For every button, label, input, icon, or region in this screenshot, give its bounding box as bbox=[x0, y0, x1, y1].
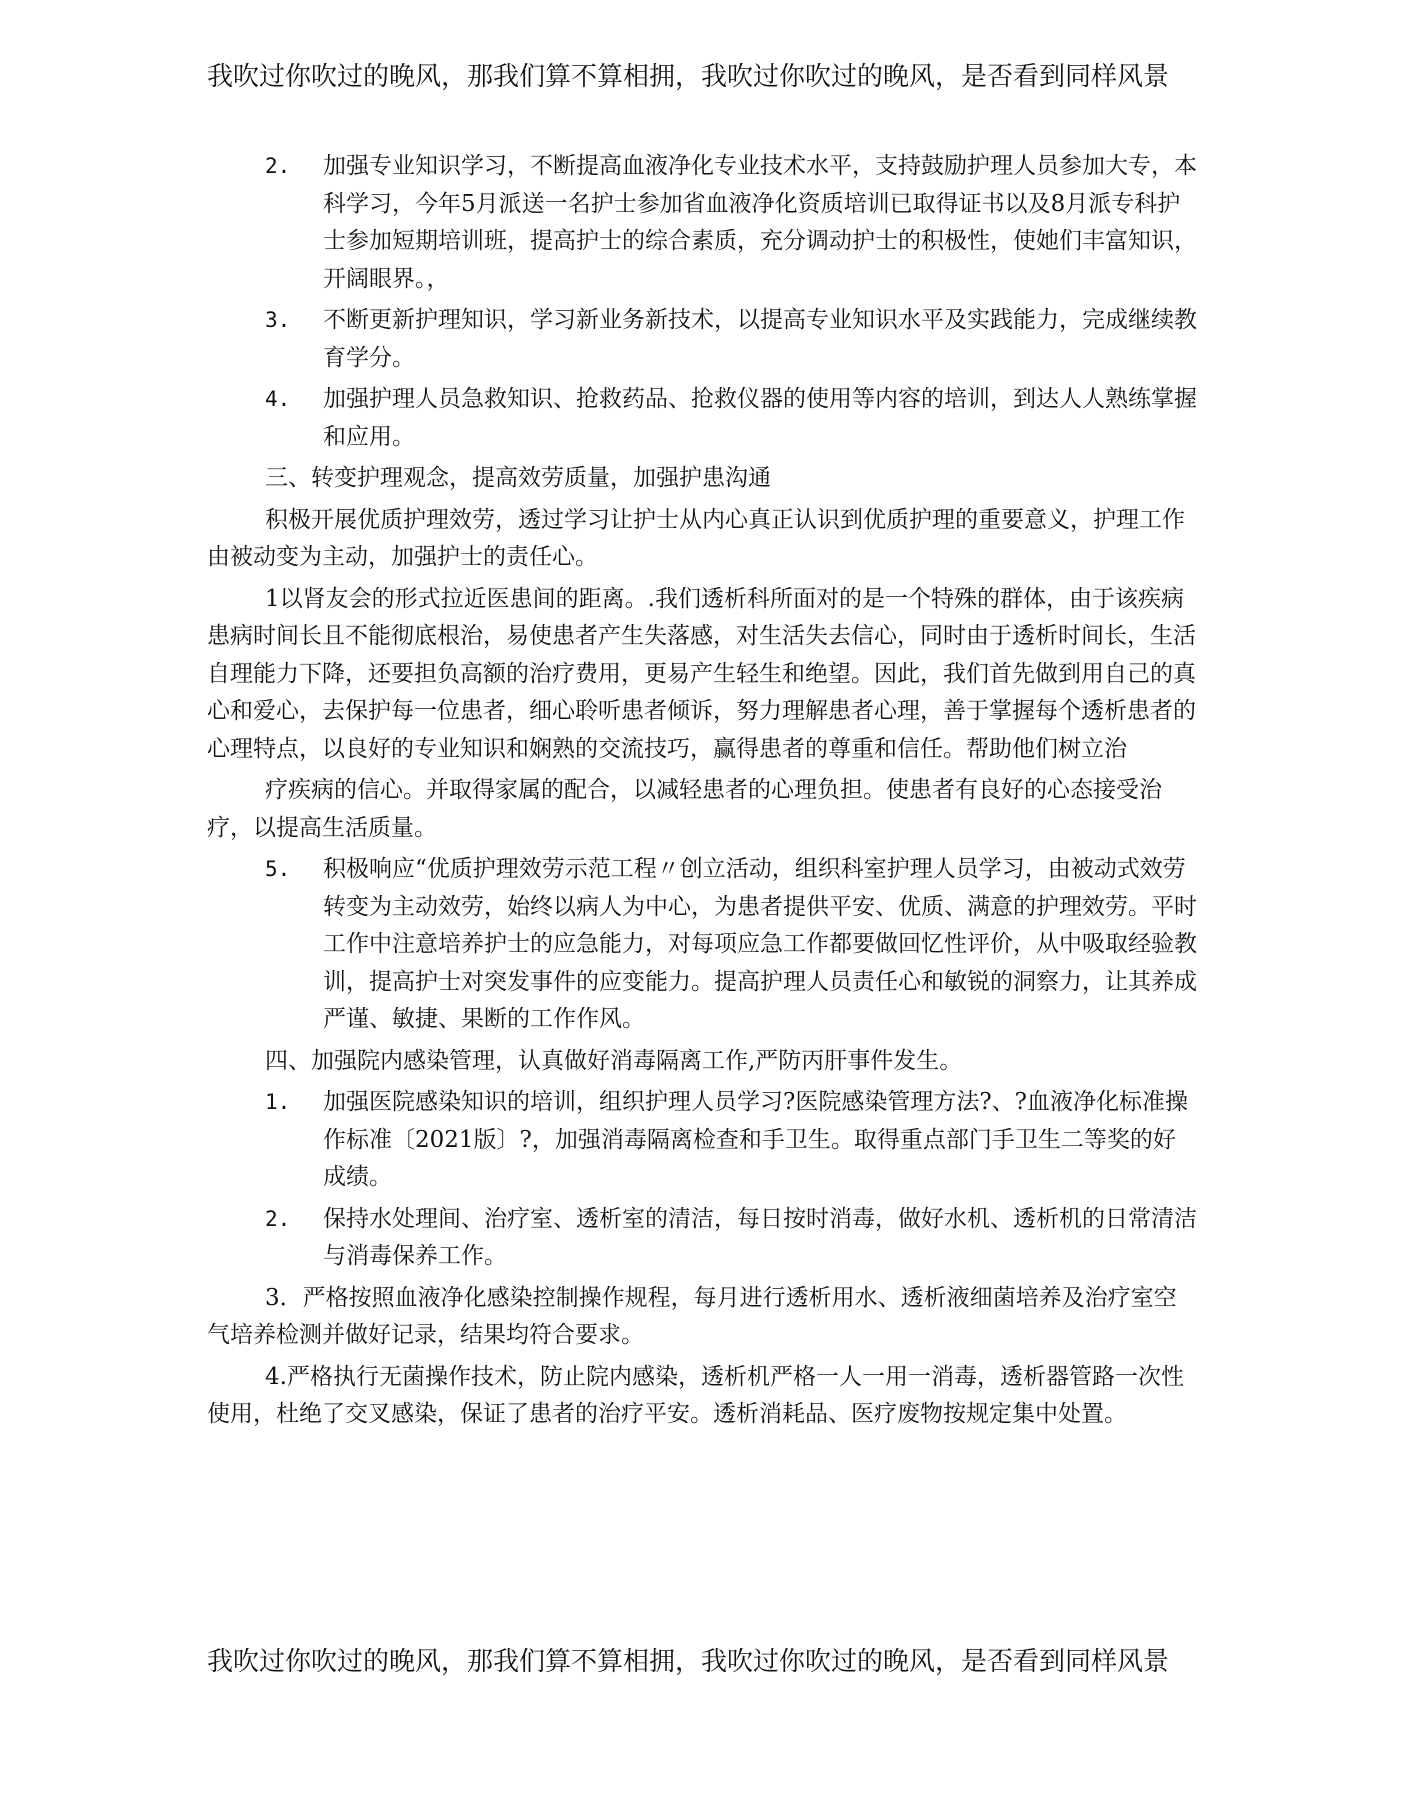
list-item bbox=[207, 1201, 1197, 1276]
list-item bbox=[207, 302, 1197, 377]
list-text: 积极响应“优质护理效劳示范工程〃创立活动，组织科室护理人员学习，由被动式效劳转变为主动效劳，始终以病人为中心，为患者提供平安、优质、满意的护理效劳。平时工作中注意培养护士的应急能力，对每项应急工作都要做回忆性评价，从中吸取经验教训，提高护士对突发事件的应变能力。提高护理人员责任心和敏锐的洞察力，让其养成严谨、敏捷、果断的工作作风。 bbox=[323, 856, 1197, 1032]
page-header-text: 我吹过你吹过的晚风，那我们算不算相拥，我吹过你吹过的晚风，是否看到同样风景 bbox=[207, 62, 1170, 92]
list-text: 加强医院感染知识的培训，组织护理人员学习?医院感染管理方法?、?血液净化标准操作标准〔2021版〕?，加强消毒隔离检查和手卫生。取得重点部门手卫生二等奖的好成绩。 bbox=[323, 1089, 1188, 1190]
paragraph: 4.严格执行无菌操作技术，防止院内感染，透析机严格一人一用一消毒，透析器管路一次性使用，杜绝了交叉感染，保证了患者的治疗平安。透析消耗品、医疗废物按规定集中处置。 bbox=[207, 1363, 1184, 1427]
page-footer-text: 我吹过你吹过的晚风，那我们算不算相拥，我吹过你吹过的晚风，是否看到同样风景 bbox=[207, 1647, 1170, 1677]
paragraph: 1以肾友会的形式拉近医患间的距离。.我们透析科所面对的是一个特殊的群体，由于该疾病患病时间长且不能彻底根治，易使患者产生失落感，对生活失去信心，同时由于透析时间长，生活自理能力下降，还要担负高额的治疗费用，更易产生轻生和绝望。因此，我们首先做到用自己的真心和爱心，去保护每一位患者，细心聆听患者倾诉，努力理解患者心理，善于掌握每个透析患者的心理特点，以良好的专业知识和娴熟的交流技巧，赢得患者的尊重和信任。帮助他们树立治 bbox=[207, 585, 1196, 762]
list-number: 2. bbox=[265, 154, 291, 178]
paragraph: 3．严格按照血液净化感染控制操作规程，每月进行透析用水、透析液细菌培养及治疗室空气培养检测并做好记录，结果均符合要求。 bbox=[207, 1284, 1177, 1348]
list-text: 加强护理人员急救知识、抢救药品、抢救仪器的使用等内容的培训，到达人人熟练掌握和应用。 bbox=[323, 386, 1197, 450]
list-item bbox=[207, 851, 1197, 1039]
paragraph: 疗疾病的信心。并取得家属的配合，以减轻患者的心理负担。使患者有良好的心态接受治疗，以提高生活质量。 bbox=[207, 777, 1162, 841]
section-heading: 三、转变护理观念，提高效劳质量，加强护患沟通 bbox=[265, 465, 771, 491]
list-text: 不断更新护理知识，学习新业务新技术，以提高专业知识水平及实践能力，完成继续教育学分。 bbox=[323, 307, 1197, 371]
list-number: 1. bbox=[265, 1090, 291, 1114]
list-number: 4. bbox=[265, 387, 291, 411]
list-item bbox=[207, 148, 1197, 298]
section-heading: 四、加强院内感染管理，认真做好消毒隔离工作,严防丙肝事件发生。 bbox=[265, 1047, 963, 1074]
list-item bbox=[207, 1084, 1197, 1197]
list-number: 5. bbox=[265, 857, 291, 881]
list-item bbox=[207, 381, 1197, 456]
list-text: 保持水处理间、治疗室、透析室的清洁，每日按时消毒，做好水机、透析机的日常清洁与消毒保养工作。 bbox=[323, 1205, 1197, 1269]
list-number: 3. bbox=[265, 308, 291, 332]
document-body bbox=[207, 148, 1197, 1438]
paragraph: 积极开展优质护理效劳，透过学习让护士从内心真正认识到优质护理的重要意义，护理工作由被动变为主动，加强护士的责任心。 bbox=[207, 506, 1185, 570]
list-text: 加强专业知识学习，不断提高血液净化专业技术水平，支持鼓励护理人员参加大专，本科学习，今年5月派送一名护士参加省血液净化资质培训已取得证书以及8月派专科护士参加短期培训班，提高护士的综合素质，充分调动护士的积极性，使她们丰富知识，开阔眼界。， bbox=[323, 153, 1197, 292]
list-number: 2. bbox=[265, 1206, 291, 1231]
